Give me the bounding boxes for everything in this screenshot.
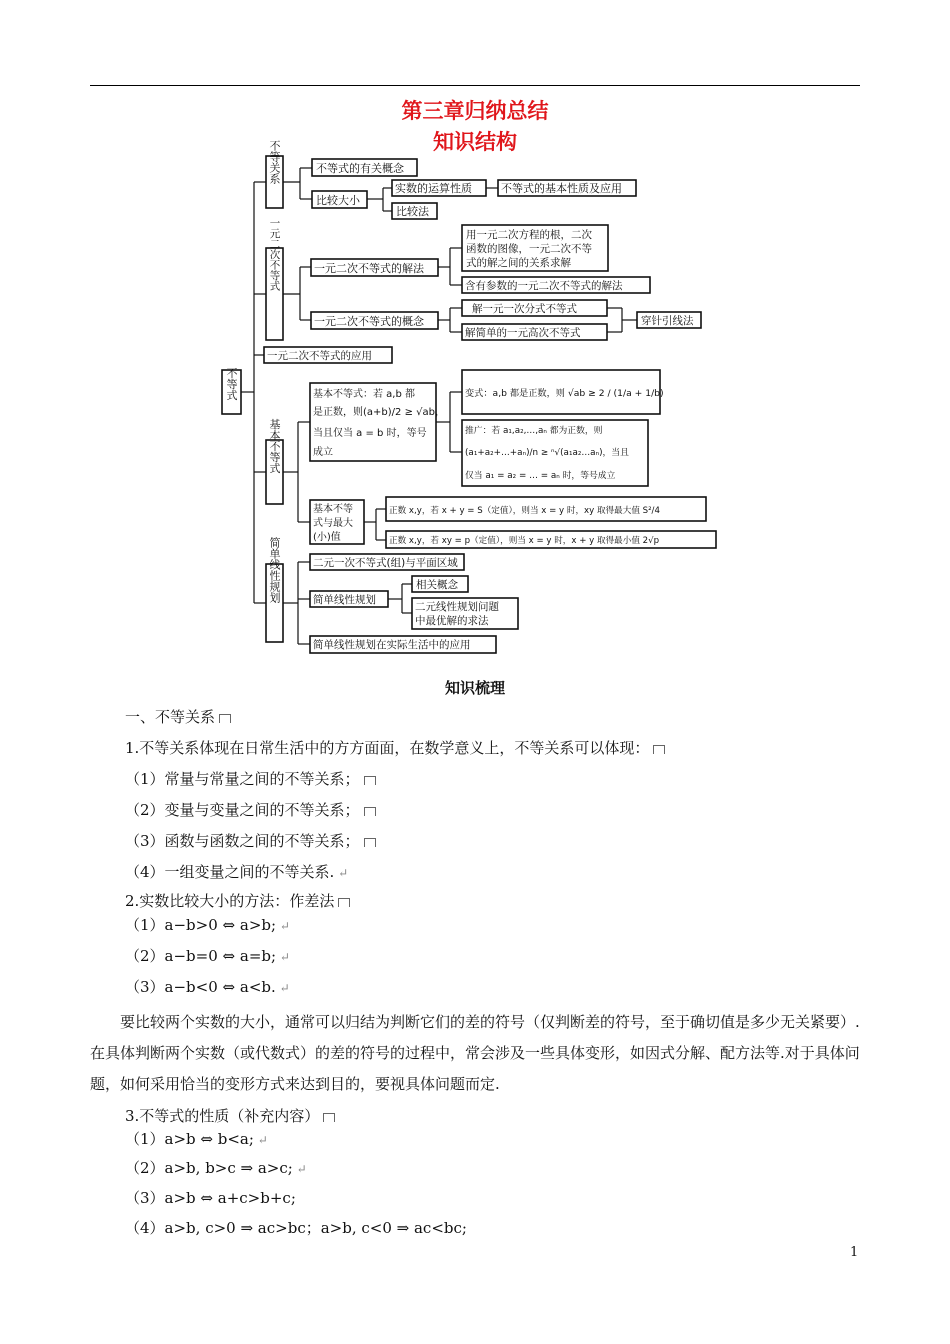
- paragraph-mark-icon: [653, 745, 665, 754]
- sec3-maxmin-2: 式与最大: [313, 518, 353, 529]
- text-line-1-3: （3）函数与函数之间的不等关系；: [125, 830, 376, 851]
- sec1-compare-method: 比较法: [396, 205, 429, 218]
- sec1-compare: 比较大小: [316, 194, 360, 207]
- line-break-icon: ↵: [276, 950, 290, 964]
- paragraph-mark-icon: [364, 807, 376, 816]
- paragraph-mark-icon: [219, 714, 231, 723]
- sec3-maxmin-3: (小)值: [313, 532, 341, 543]
- sec3-basic-2: 是正数，则(a+b)/2 ≥ √ab，: [313, 407, 445, 418]
- sec2-solution: 一元二次不等式的解法: [314, 262, 424, 275]
- knowledge-structure-diagram: [0, 0, 950, 670]
- chapter-title: 第三章归纳总结: [401, 99, 549, 123]
- text-line-3: 3.不等式的性质（补充内容）: [125, 1105, 335, 1126]
- sec3-variant: 变式：a,b 都是正数，则 √ab ≥ 2 / (1/a + 1/b): [465, 388, 664, 399]
- sec4-label: 简单线性规划: [268, 537, 281, 603]
- sec4-real-life: 简单线性规划在实际生活中的应用: [313, 639, 471, 651]
- text-line-2-3: （3）a−b<0 ⇔ a<b. ↵: [125, 978, 290, 996]
- paragraph-mark-icon: [338, 898, 350, 907]
- paragraph-mark-icon: [364, 776, 376, 785]
- explanation-paragraph: 要比较两个实数的大小，通常可以归结为判断它们的差的符号（仅判断差的符号，至于确切值是多少无关紧要）.在具体判断两个实数（或代数式）的差的符号的过程中，常会涉及一些具体变形，如因式分解、配方法等.对于具体问题，如何采用恰当的变形方式来达到目的，要视具体问题而定.: [90, 1013, 860, 1093]
- paragraph-mark-icon: [364, 838, 376, 847]
- text-line-1-4: （4）一组变量之间的不等关系. ↵: [125, 863, 349, 881]
- sec4-optimal-2: 中最优解的求法: [415, 615, 489, 627]
- sec1-concept: 不等式的有关概念: [316, 162, 404, 175]
- line-break-icon: ↵: [276, 919, 290, 933]
- text-line-2-1: （1）a−b>0 ⇔ a>b; ↵: [125, 916, 290, 934]
- text-line-3-1: （1）a>b ⇔ b<a; ↵: [125, 1130, 268, 1148]
- sec4-region: 二元一次不等式(组)与平面区域: [313, 557, 458, 569]
- heading-inequality-relation: 一、不等关系: [125, 706, 231, 727]
- line-break-icon: ↵: [292, 1162, 307, 1176]
- sec3-min-value: 正数 x,y，若 xy = p（定值），则当 x = y 时，x + y 取得最小值 2√p: [389, 536, 660, 546]
- sec3-label: 基本不等式: [268, 418, 281, 474]
- sec1-op-property: 实数的运算性质: [395, 182, 472, 195]
- line-break-icon: ↵: [253, 1133, 268, 1147]
- text-line-1-2: （2）变量与变量之间的不等关系；: [125, 799, 376, 820]
- paragraph-mark-icon: [323, 1113, 335, 1122]
- sec3-basic-1: 基本不等式：若 a,b 都: [313, 389, 416, 400]
- text-line-3-4: （4）a>b, c>0 ⇒ ac>bc；a>b, c<0 ⇒ ac<bc;: [125, 1219, 467, 1237]
- application-box: 一元二次不等式的应用: [267, 350, 372, 362]
- sec3-general-2: (a₁+a₂+…+aₙ)/n ≥ ⁿ√(a₁a₂…aₙ)，当且: [465, 448, 629, 458]
- text-line-1: 1.不等关系体现在日常生活中的方方面面，在数学意义上，不等关系可以体现：: [125, 737, 665, 758]
- sec3-general-1: 推广：若 a₁,a₂,…,aₙ 都为正数，则: [465, 426, 603, 436]
- sec3-basic-3: 当且仅当 a = b 时，等号: [313, 428, 427, 439]
- sec3-maxmin-1: 基本不等: [313, 504, 353, 515]
- sec2-fractional: 解一元一次分式不等式: [472, 303, 577, 315]
- sec2-quad-roots-2: 函数的图像，一元二次不等: [466, 243, 592, 255]
- text-line-2-2: （2）a−b=0 ⇔ a=b; ↵: [125, 947, 290, 965]
- sec1-label: 不等关系: [268, 140, 281, 184]
- root-label: 不等式: [225, 367, 238, 401]
- sec4-optimal-1: 二元线性规划问题: [415, 601, 499, 613]
- line-break-icon: ↵: [334, 866, 349, 880]
- sec2-with-param: 含有参数的一元二次不等式的解法: [465, 280, 623, 292]
- sec2-higher: 解简单的一元高次不等式: [465, 327, 581, 339]
- sec4-lp: 简单线性规划: [313, 594, 376, 606]
- sec3-max-value: 正数 x,y，若 x + y = S（定值），则当 x = y 时，xy 取得最大值 S²/4: [389, 506, 660, 516]
- page-number: 1: [850, 1245, 859, 1260]
- structure-subtitle: 知识结构: [433, 130, 517, 154]
- sec3-basic-4: 成立: [313, 447, 333, 458]
- sec2-label: 一元二次不等式: [268, 217, 281, 291]
- line-break-icon: ↵: [275, 981, 290, 995]
- sec3-general-3: 仅当 a₁ = a₂ = … = aₙ 时，等号成立: [465, 471, 616, 481]
- text-line-2: 2.实数比较大小的方法：作差法: [125, 890, 350, 911]
- sec2-threading: 穿针引线法: [641, 315, 694, 327]
- sec2-concept: 一元二次不等式的概念: [314, 315, 424, 328]
- sec4-concepts: 相关概念: [416, 579, 458, 591]
- sec1-basic-property: 不等式的基本性质及应用: [501, 182, 622, 195]
- sec2-quad-roots-1: 用一元二次方程的根，二次: [466, 229, 592, 241]
- section-heading: 知识梳理: [444, 679, 505, 697]
- text-line-1-1: （1）常量与常量之间的不等关系；: [125, 768, 376, 789]
- text-line-3-3: （3）a>b ⇔ a+c>b+c;: [125, 1189, 296, 1207]
- sec2-quad-roots-3: 式的解之间的关系求解: [466, 257, 571, 269]
- text-line-3-2: （2）a>b, b>c ⇒ a>c; ↵: [125, 1159, 307, 1177]
